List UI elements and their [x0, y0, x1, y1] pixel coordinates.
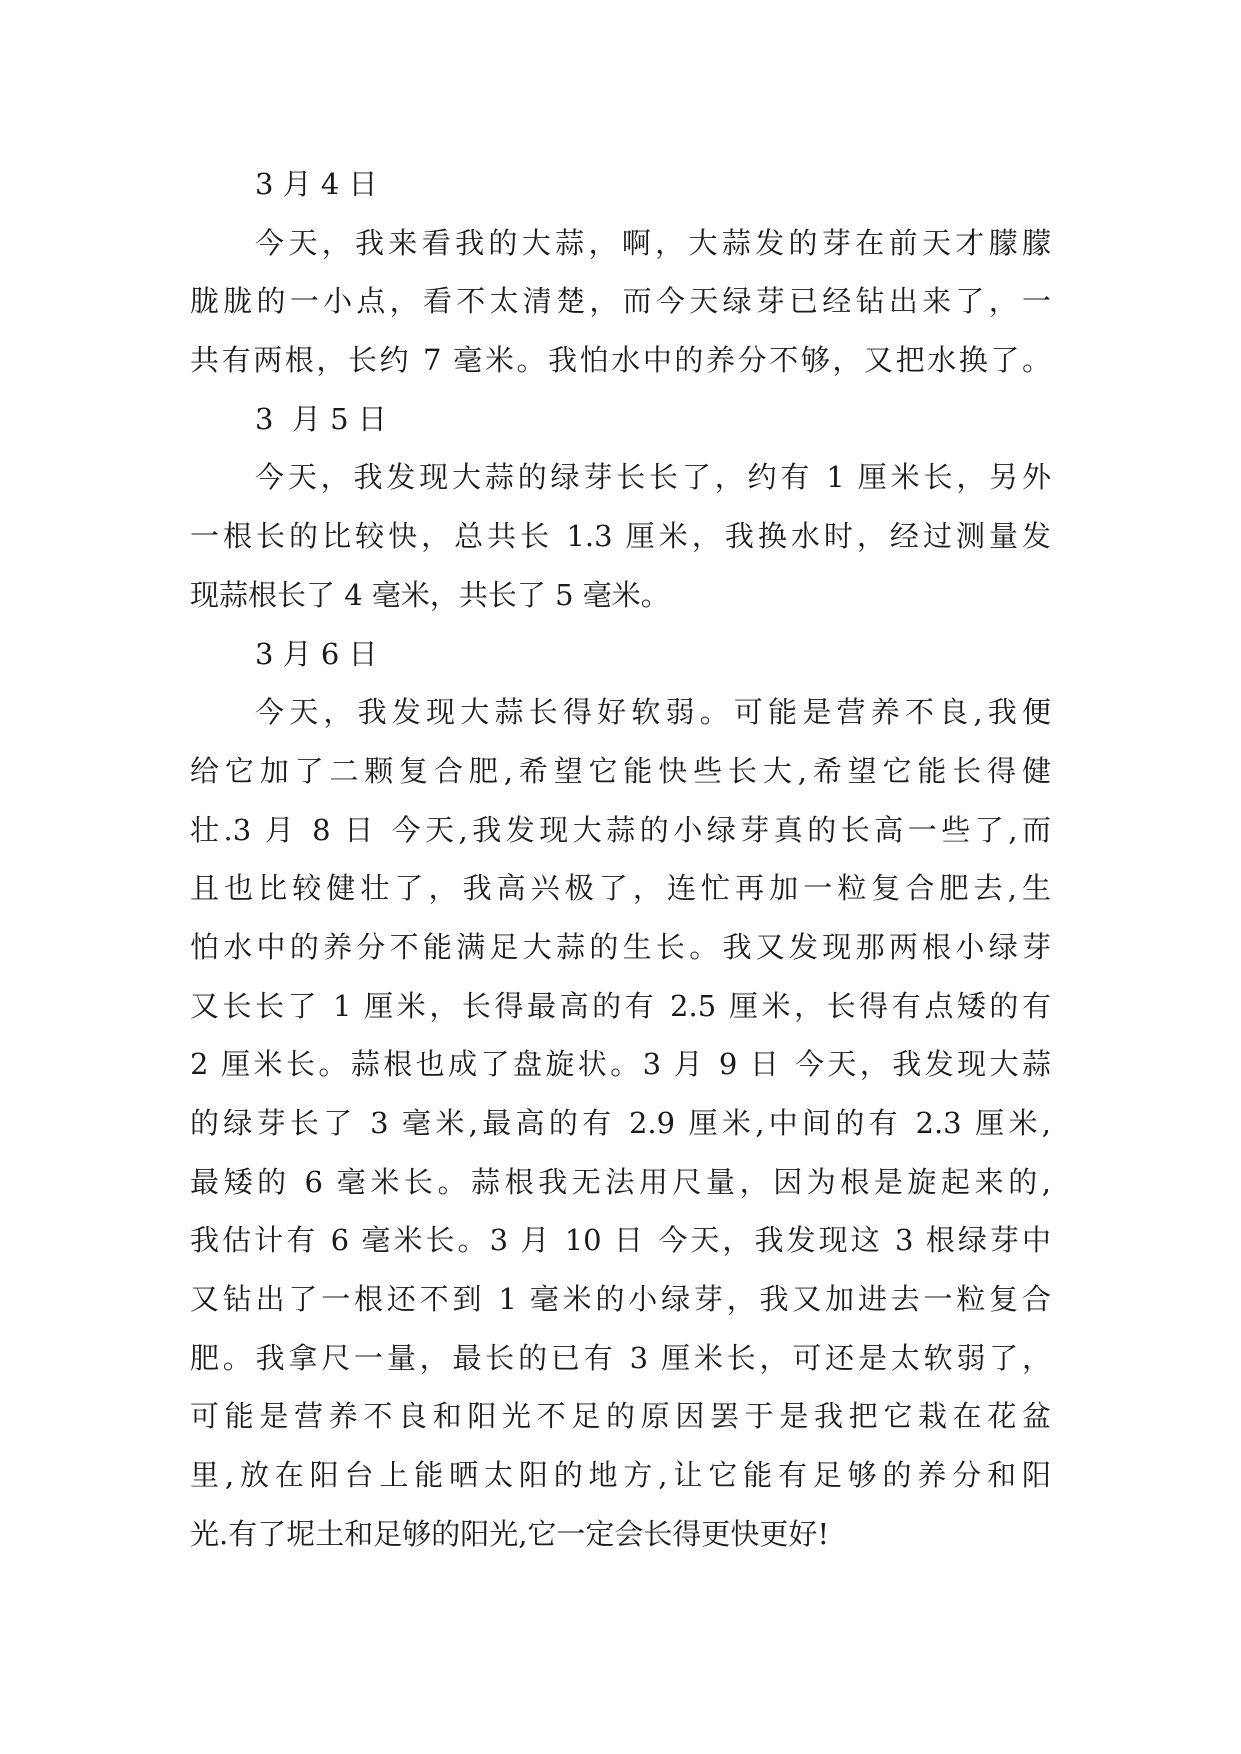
paragraph-line: 肥。我拿尺一量，最长的已有 3 厘米长，可还是太软弱了， [190, 1340, 1051, 1375]
paragraph-line: 今天，我发现大蒜的绿芽长长了，约有 1 厘米长，另外 [255, 460, 1051, 495]
paragraph-line: 怕水中的养分不能满足大蒜的生长。我又发现那两根小绿芽 [190, 929, 1051, 964]
paragraph-line: 今天，我来看我的大蒜，啊，大蒜发的芽在前天才朦朦 [255, 225, 1051, 260]
paragraph-line: 壮.3 月 8 日 今天,我发现大蒜的小绿芽真的长高一些了,而 [190, 812, 1051, 847]
diary-date-heading [190, 155, 1051, 214]
diary-date-line: 3 月 4 日 [255, 167, 378, 201]
paragraph-line: 一根长的比较快，总共长 1.3 厘米，我换水时，经过测量发 [190, 519, 1051, 554]
paragraph-line: 且也比较健壮了，我高兴极了，连忙再加一粒复合肥去,生 [190, 871, 1051, 906]
diary-entry-paragraph [190, 214, 1051, 390]
paragraph-line: 的绿芽长了 3 毫米,最高的有 2.9 厘米,中间的有 2.3 厘米, [190, 1106, 1051, 1140]
document-body [190, 155, 1051, 1564]
paragraph-line: 2 厘米长。蒜根也成了盘旋状。3 月 9 日 今天，我发现大蒜 [190, 1047, 1051, 1082]
diary-date-heading [190, 625, 1051, 684]
paragraph-line: 里,放在阳台上能晒太阳的地方,让它能有足够的养分和阳 [190, 1458, 1051, 1493]
diary-entry-paragraph [190, 683, 1051, 1563]
diary-date-line: 3 月 5 日 [255, 401, 387, 436]
diary-date-heading [190, 390, 1051, 449]
paragraph-line: 光.有了坭土和足够的阳光,它一定会长得更快更好! [190, 1516, 830, 1551]
paragraph-line: 又钻出了一根还不到 1 毫米的小绿芽，我又加进去一粒复合 [190, 1282, 1051, 1317]
paragraph-line: 可能是营养不良和阳光不足的原因罢于是我把它栽在花盆 [190, 1399, 1051, 1434]
diary-date-line: 3 月 6 日 [255, 636, 378, 671]
paragraph-line: 给它加了二颗复合肥,希望它能快些长大,希望它能长得健 [190, 753, 1051, 788]
paragraph-line: 今天，我发现大蒜长得好软弱。可能是营养不良,我便 [255, 695, 1051, 730]
paragraph-line: 胧胧的一小点，看不太清楚，而今天绿芽已经钻出来了，一 [190, 284, 1051, 319]
diary-entry-paragraph [190, 448, 1051, 624]
paragraph-line: 现蒜根长了 4 毫米，共长了 5 毫米。 [190, 577, 670, 612]
paragraph-line: 又长长了 1 厘米，长得最高的有 2.5 厘米，长得有点矮的有 [190, 988, 1051, 1023]
paragraph-line: 共有两根，长约 7 毫米。我怕水中的养分不够，又把水换了。 [190, 343, 1051, 378]
paragraph-line: 我估计有 6 毫米长。3 月 10 日 今天，我发现这 3 根绿芽中 [190, 1223, 1051, 1258]
paragraph-line: 最矮的 6 毫米长。蒜根我无法用尺量，因为根是旋起来的, [190, 1164, 1051, 1199]
